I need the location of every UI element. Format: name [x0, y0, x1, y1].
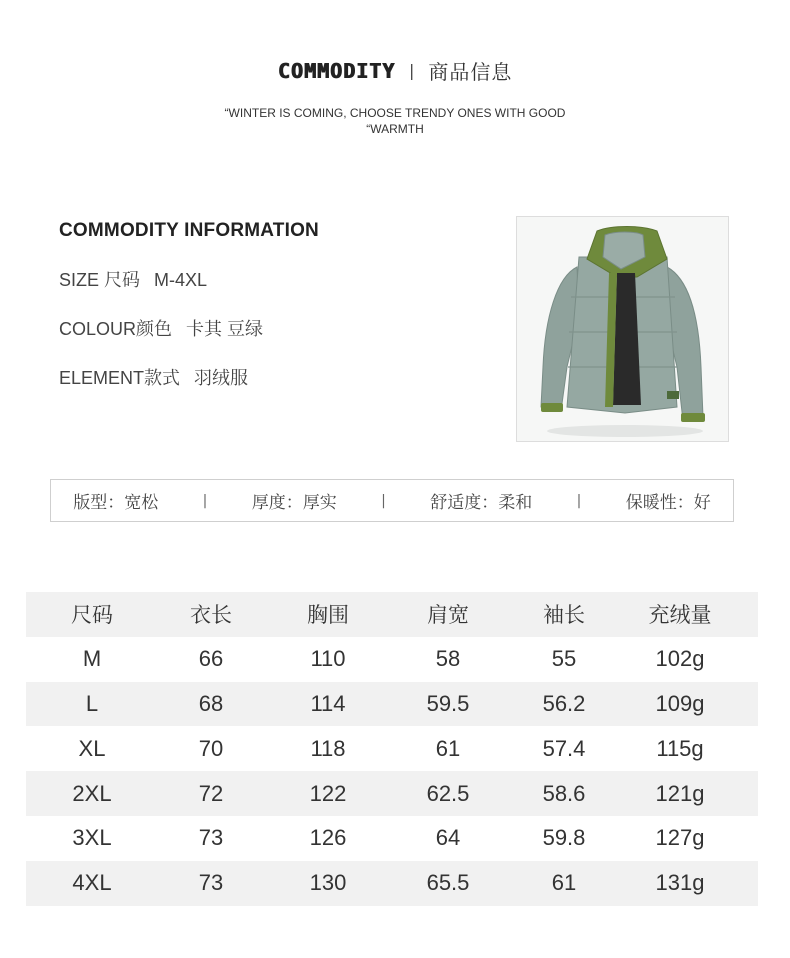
- cell-sleeve: 61: [551, 870, 577, 896]
- attr-warmth: 保暖性：好: [625, 493, 711, 513]
- colour-label: COLOUR颜色: [59, 319, 173, 339]
- header-length: 衣长: [190, 603, 232, 628]
- cell-fill: 121g: [655, 780, 705, 806]
- cell-chest: 118: [310, 735, 346, 761]
- cell-sleeve: 56.2: [542, 690, 586, 716]
- page-header: [0, 56, 790, 85]
- colour-value: 卡其 豆绿: [186, 319, 264, 339]
- cell-chest: 114: [310, 690, 346, 716]
- cell-size: 2XL: [72, 780, 112, 806]
- info-colour-row: [59, 315, 479, 337]
- element-label: ELEMENT款式: [59, 368, 181, 388]
- table-row: [26, 637, 758, 682]
- attr-fit: 版型：宽松: [73, 493, 159, 513]
- header-fill: 充绒量: [648, 603, 712, 628]
- size-label: SIZE 尺码: [59, 270, 141, 290]
- slogan: [0, 105, 790, 137]
- cell-fill: 109g: [655, 690, 705, 716]
- cell-shoulder: 59.5: [426, 690, 470, 716]
- cell-length: 73: [198, 825, 224, 851]
- cell-size: 4XL: [72, 870, 112, 896]
- table-row: [26, 771, 758, 816]
- cell-chest: 110: [310, 646, 346, 672]
- attribute-bar: [50, 479, 734, 522]
- cell-chest: 122: [309, 780, 347, 806]
- header-sleeve: 袖长: [543, 603, 585, 628]
- header-chest: 胸围: [307, 603, 349, 628]
- table-row: [26, 726, 758, 771]
- cell-shoulder: 61: [435, 735, 461, 761]
- product-photo: [516, 216, 729, 442]
- slogan-line-2: “WARMTH: [366, 122, 424, 136]
- cell-fill: 102g: [655, 646, 705, 672]
- cell-shoulder: 58: [435, 646, 461, 672]
- attr-divider: |: [381, 492, 386, 509]
- cell-fill: 127g: [655, 825, 705, 851]
- cell-length: 66: [198, 646, 224, 672]
- cell-length: 70: [198, 735, 224, 761]
- cell-sleeve: 58.6: [542, 780, 586, 806]
- attr-divider: |: [576, 492, 582, 509]
- attr-comfort: 舒适度：柔和: [430, 493, 533, 513]
- header-shoulder: 肩宽: [427, 603, 469, 628]
- title-row: [278, 56, 513, 85]
- brand-title: COMMODITY: [277, 58, 395, 83]
- size-table: [26, 592, 758, 906]
- cell-shoulder: 65.5: [426, 870, 470, 896]
- cell-shoulder: 62.5: [426, 780, 470, 806]
- cell-length: 72: [198, 780, 224, 806]
- cell-size: 3XL: [72, 825, 112, 851]
- commodity-info: [59, 220, 479, 413]
- cell-chest: 130: [309, 870, 347, 896]
- cell-size: XL: [78, 735, 106, 761]
- table-row: [26, 682, 758, 727]
- attr-thickness: 厚度：厚实: [251, 493, 337, 513]
- cell-sleeve: 57.4: [542, 735, 586, 761]
- table-header-row: [26, 592, 758, 637]
- cell-length: 68: [198, 690, 224, 716]
- cell-length: 73: [198, 870, 224, 896]
- cell-fill: 131g: [655, 870, 705, 896]
- size-value: M-4XL: [154, 270, 208, 290]
- attr-divider: |: [202, 492, 208, 509]
- element-value: 羽绒服: [194, 368, 249, 388]
- cell-size: L: [85, 690, 99, 716]
- table-row: [26, 861, 758, 906]
- cell-fill: 115g: [656, 735, 704, 761]
- info-element-row: [59, 364, 479, 386]
- title-separator: |: [408, 61, 415, 80]
- slogan-line-1: “WINTER IS COMING, CHOOSE TRENDY ONES WITH GOOD: [224, 106, 566, 120]
- header-size: 尺码: [71, 603, 113, 628]
- cell-size: M: [82, 646, 102, 672]
- chinese-title: 商品信息: [428, 60, 513, 84]
- cell-shoulder: 64: [435, 825, 461, 851]
- jacket-illustration: [517, 217, 728, 441]
- table-row: [26, 816, 758, 861]
- info-heading: COMMODITY INFORMATION: [59, 220, 319, 241]
- info-size-row: [59, 266, 479, 288]
- cell-sleeve: 55: [551, 646, 577, 672]
- cell-sleeve: 59.8: [542, 825, 586, 851]
- cell-chest: 126: [309, 825, 347, 851]
